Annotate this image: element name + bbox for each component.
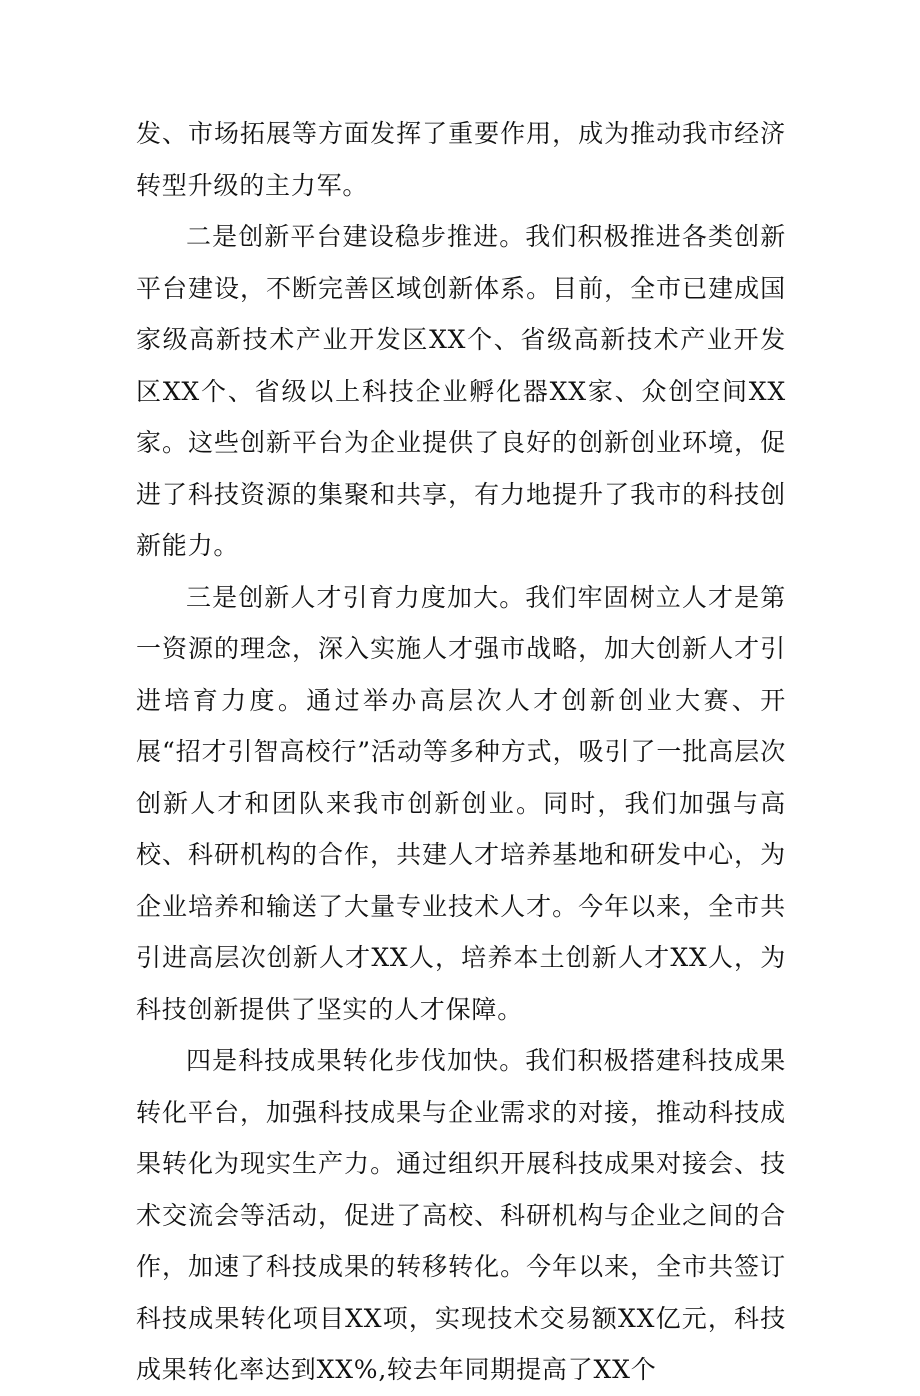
paragraph-talent-recruitment: 三是创新人才引育力度加大。我们牢固树立人才是第一资源的理念，深入实施人才强市战略，加大创新人才引进培育力度。通过举办高层次人才创新创业大赛、开展“招才引智高校行”活动等多种方式，吸引了一批高层次创新人才和团队来我市创新创业。同时，我们加强与高校、科研机构的合作，共建人才培养基地和研发中心，为企业培养和输送了大量专业技术人才。今年以来，全市共引进高层次创新人才XX人，培养本土创新人才XX人，为科技创新提供了坚实的人才保障。 [136, 582, 786, 1024]
paragraph-tech-transfer: 四是科技成果转化步伐加快。我们积极搭建科技成果转化平台，加强科技成果与企业需求的对接，推动科技成果转化为现实生产力。通过组织开展科技成果对接会、技术交流会等活动，促进了高校、科研机构与企业之间的合作，加速了科技成果的转移转化。今年以来，全市共签订科技成果转化项目XX项，实现技术交易额XX亿元，科技成果转化率达到XX%,较去年同期提高了XX个 [136, 1046, 786, 1384]
document-body [136, 108, 786, 1396]
paragraph-innovation-platforms: 二是创新平台建设稳步推进。我们积极推进各类创新平台建设，不断完善区域创新体系。目前，全市已建成国家级高新技术产业开发区XX个、省级高新技术产业开发区XX个、省级以上科技企业孵化器XX家、众创空间XX家。这些创新平台为企业提供了良好的创新创业环境，促进了科技资源的集聚和共享，有力地提升了我市的科技创新能力。 [136, 222, 786, 560]
paragraph-continuation: 发、市场拓展等方面发挥了重要作用，成为推动我市经济转型升级的主力军。 [136, 119, 786, 200]
